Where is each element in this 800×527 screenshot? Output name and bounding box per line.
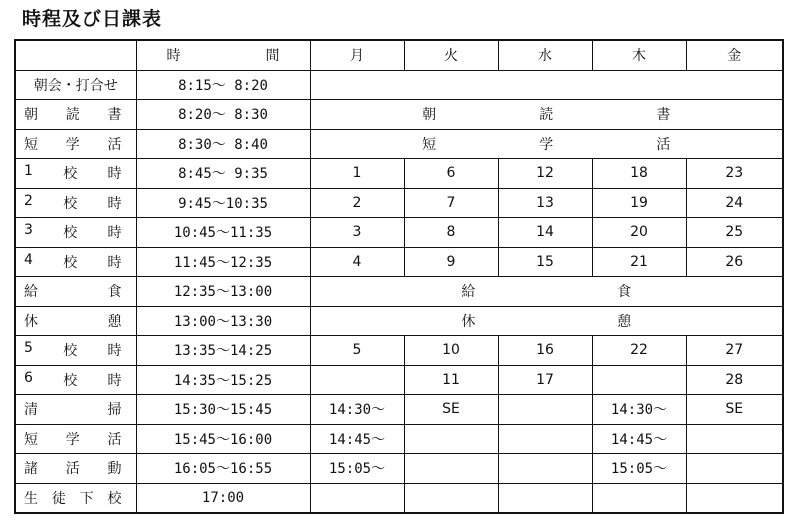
merged-char: 短	[422, 136, 437, 153]
label-char: 時	[107, 343, 122, 360]
label-char: 生	[24, 490, 38, 507]
table-row	[15, 218, 783, 248]
merged-char: 食	[617, 284, 632, 301]
label-char: 食	[107, 284, 122, 301]
label-char: 短	[24, 431, 38, 448]
label-char: 時	[107, 372, 122, 389]
label-char: 学	[65, 136, 80, 153]
label-char: 清	[24, 402, 38, 419]
cell-tue: 9	[404, 247, 498, 277]
cell-tue	[404, 424, 498, 454]
cell-thu: 18	[592, 159, 686, 189]
merged-cell	[310, 277, 783, 307]
table-row	[15, 188, 783, 218]
table-row	[15, 424, 783, 454]
row-label	[15, 424, 136, 454]
cell-tue	[404, 483, 498, 513]
header-time-char: 間	[265, 48, 280, 65]
label-char: 活	[107, 136, 122, 153]
label-char: 学	[65, 431, 80, 448]
label-char: 3	[24, 222, 33, 239]
label-char: 給	[24, 284, 38, 301]
row-time: 16:05〜16:55	[136, 454, 310, 484]
row-label	[15, 336, 136, 366]
cell-fri: 24	[686, 188, 783, 218]
cell-thu	[592, 483, 686, 513]
cell-tue: 11	[404, 365, 498, 395]
cell-wed: 13	[498, 188, 592, 218]
label-char: 活	[107, 431, 122, 448]
cell-thu: 22	[592, 336, 686, 366]
label-char: 校	[63, 254, 78, 271]
table-row	[15, 306, 783, 336]
table-row	[15, 159, 783, 189]
cell-tue	[404, 454, 498, 484]
header-day-mon: 月	[310, 40, 404, 70]
label-char: 時	[107, 225, 122, 242]
label-char: 休	[24, 313, 38, 330]
cell-fri: 23	[686, 159, 783, 189]
cell-fri	[686, 483, 783, 513]
row-label	[15, 188, 136, 218]
label-char: 短	[24, 136, 38, 153]
cell-thu: 19	[592, 188, 686, 218]
table-row	[15, 129, 783, 159]
header-time-char: 時	[166, 48, 181, 65]
cell-tue: SE	[404, 395, 498, 425]
merged-char: 学	[539, 136, 554, 153]
row-label	[15, 100, 136, 130]
cell-fri: 25	[686, 218, 783, 248]
row-label	[15, 129, 136, 159]
row-time: 9:45〜10:35	[136, 188, 310, 218]
cell-wed: 15	[498, 247, 592, 277]
cell-thu: 21	[592, 247, 686, 277]
table-row	[15, 365, 783, 395]
cell-wed: 12	[498, 159, 592, 189]
cell-mon: 1	[310, 159, 404, 189]
row-time: 13:35〜14:25	[136, 336, 310, 366]
label-char: 時	[107, 254, 122, 271]
cell-mon: 15:05〜	[310, 454, 404, 484]
row-time: 8:45〜 9:35	[136, 159, 310, 189]
cell-wed	[498, 424, 592, 454]
label-char: 1	[24, 163, 33, 180]
page-title: 時程及び日課表	[22, 8, 163, 30]
row-label	[15, 277, 136, 307]
label-char: 校	[63, 372, 78, 389]
cell-thu: 14:45〜	[592, 424, 686, 454]
row-time: 15:45〜16:00	[136, 424, 310, 454]
cell-mon	[310, 483, 404, 513]
cell-thu: 15:05〜	[592, 454, 686, 484]
cell-mon: 14:30〜	[310, 395, 404, 425]
label-char: 2	[24, 192, 33, 209]
cell-fri	[686, 454, 783, 484]
cell-tue: 8	[404, 218, 498, 248]
row-label	[15, 365, 136, 395]
cell-thu	[592, 365, 686, 395]
label-char: 徒	[51, 490, 66, 507]
label-char: 4	[24, 251, 33, 268]
cell-thu: 20	[592, 218, 686, 248]
cell-tue: 10	[404, 336, 498, 366]
row-time: 8:30〜 8:40	[136, 129, 310, 159]
cell-fri: 27	[686, 336, 783, 366]
row-label	[15, 306, 136, 336]
label-char: 校	[63, 343, 78, 360]
row-label	[15, 159, 136, 189]
table-row	[15, 277, 783, 307]
cell-wed: 17	[498, 365, 592, 395]
schedule-table	[14, 39, 784, 514]
cell-fri: SE	[686, 395, 783, 425]
row-time: 15:30〜15:45	[136, 395, 310, 425]
label-char: 書	[107, 107, 122, 124]
label-char: 動	[107, 461, 122, 478]
cell-wed: 14	[498, 218, 592, 248]
merged-cell	[310, 70, 783, 100]
cell-wed	[498, 454, 592, 484]
label-char: 読	[65, 107, 80, 124]
cell-tue: 7	[404, 188, 498, 218]
label-char: 活	[65, 461, 80, 478]
label-char: 時	[107, 166, 122, 183]
label-char: 諸	[24, 461, 38, 478]
cell-fri: 28	[686, 365, 783, 395]
merged-char: 活	[656, 136, 671, 153]
row-time: 8:15〜 8:20	[136, 70, 310, 100]
label-char: 朝	[24, 107, 38, 124]
row-time: 13:00〜13:30	[136, 306, 310, 336]
merged-cell	[310, 100, 783, 130]
cell-mon: 3	[310, 218, 404, 248]
header-time	[136, 40, 310, 70]
label-char: 6	[24, 369, 33, 386]
table-row	[15, 336, 783, 366]
merged-char: 憩	[617, 313, 632, 330]
merged-char: 読	[539, 107, 554, 124]
table-row	[15, 395, 783, 425]
header-blank	[15, 40, 136, 70]
row-label	[15, 218, 136, 248]
merged-char: 休	[461, 313, 476, 330]
table-row	[15, 247, 783, 277]
cell-mon: 5	[310, 336, 404, 366]
merged-char: 朝	[422, 107, 437, 124]
row-label	[15, 395, 136, 425]
table-row	[15, 100, 783, 130]
cell-tue: 6	[404, 159, 498, 189]
label-char: 憩	[107, 313, 122, 330]
label-char: 校	[63, 225, 78, 242]
merged-char: 給	[461, 284, 476, 301]
header-day-wed: 水	[498, 40, 592, 70]
row-time: 8:20〜 8:30	[136, 100, 310, 130]
header-day-tue: 火	[404, 40, 498, 70]
cell-wed	[498, 395, 592, 425]
header-day-fri: 金	[686, 40, 783, 70]
row-time: 14:35〜15:25	[136, 365, 310, 395]
row-label: 朝会・打合せ	[15, 70, 136, 100]
row-time: 12:35〜13:00	[136, 277, 310, 307]
row-time: 10:45〜11:35	[136, 218, 310, 248]
label-char: 掃	[107, 402, 122, 419]
row-label	[15, 247, 136, 277]
label-char: 5	[24, 340, 33, 357]
cell-mon: 4	[310, 247, 404, 277]
label-char: 下	[79, 490, 94, 507]
label-char: 校	[63, 166, 78, 183]
cell-thu: 14:30〜	[592, 395, 686, 425]
label-char: 時	[107, 195, 122, 212]
label-char: 校	[107, 490, 122, 507]
row-time: 11:45〜12:35	[136, 247, 310, 277]
row-label	[15, 454, 136, 484]
header-day-thu: 木	[592, 40, 686, 70]
header-row	[15, 40, 783, 70]
cell-wed: 16	[498, 336, 592, 366]
merged-cell	[310, 129, 783, 159]
cell-mon: 2	[310, 188, 404, 218]
merged-cell	[310, 306, 783, 336]
table-row	[15, 70, 783, 100]
cell-wed	[498, 483, 592, 513]
cell-fri	[686, 424, 783, 454]
cell-mon: 14:45〜	[310, 424, 404, 454]
merged-char: 書	[656, 107, 671, 124]
cell-mon	[310, 365, 404, 395]
row-label	[15, 483, 136, 513]
row-time: 17:00	[136, 483, 310, 513]
label-char: 校	[63, 195, 78, 212]
table-row	[15, 454, 783, 484]
table-row	[15, 483, 783, 513]
cell-fri: 26	[686, 247, 783, 277]
